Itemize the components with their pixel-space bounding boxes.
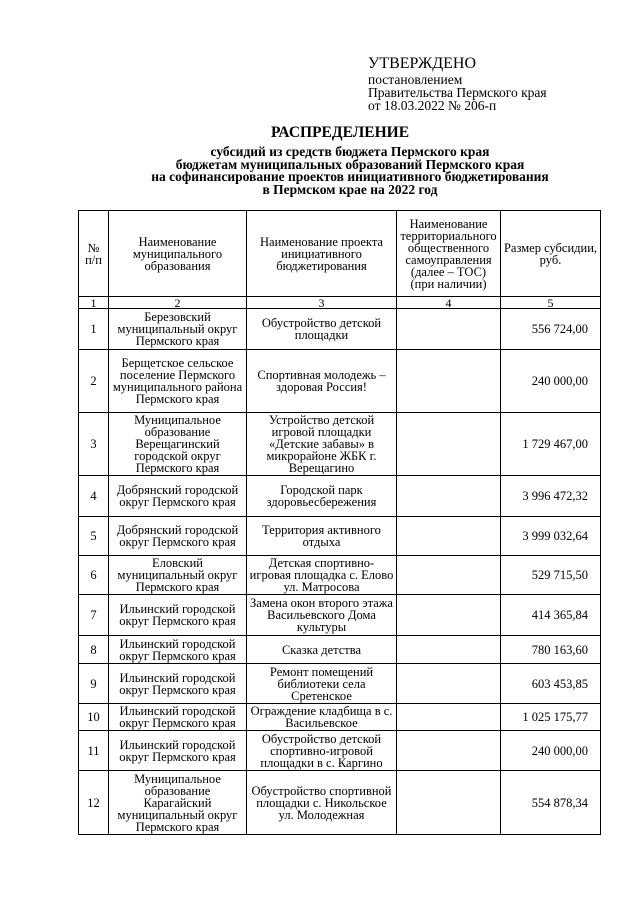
approval-line: Правительства Пермского края — [368, 85, 547, 100]
column-number: 1 — [79, 297, 109, 309]
municipality-cell: Еловский муниципальный округ Пермского края — [109, 556, 247, 595]
table-row — [79, 517, 601, 556]
tos-cell — [397, 636, 501, 664]
municipality-cell: Муниципальное образование Верещагинский городской округ Пермского края — [109, 413, 247, 476]
header-project: Наименование проекта инициативного бюджетирования — [247, 211, 397, 297]
row-number: 3 — [79, 413, 109, 476]
subtitle-line: на софинансирование проектов инициативного бюджетирования — [151, 169, 549, 184]
header-tos: Наименование территориального общественного самоуправления (далее – ТОС) (при наличии) — [397, 211, 501, 297]
project-cell: Устройство детской игровой площадки «Детские забавы» в микрорайоне ЖБК г. Верещагино — [247, 413, 397, 476]
table-row — [79, 595, 601, 636]
project-cell: Ограждение кладбища в с. Васильевское — [247, 704, 397, 731]
amount-cell: 240 000,00 — [501, 350, 601, 413]
project-cell: Обустройство детской площадки — [247, 309, 397, 350]
project-cell: Обустройство спортивной площадки с. Никольское ул. Молодежная — [247, 771, 397, 835]
table-row — [79, 309, 601, 350]
approval-block — [368, 56, 547, 112]
header-amount: Размер субсидии, руб. — [501, 211, 601, 297]
table-row — [79, 704, 601, 731]
amount-cell: 554 878,34 — [501, 771, 601, 835]
table-row — [79, 556, 601, 595]
municipality-cell: Добрянский городской округ Пермского края — [109, 517, 247, 556]
tos-cell — [397, 556, 501, 595]
subtitle-line: в Пермском крае на 2022 год — [262, 181, 438, 197]
row-number: 12 — [79, 771, 109, 835]
project-cell: Замена окон второго этажа Васильевского Дома культуры — [247, 595, 397, 636]
amount-cell: 1 729 467,00 — [501, 413, 601, 476]
amount-cell: 3 999 032,64 — [501, 517, 601, 556]
tos-cell — [397, 476, 501, 517]
project-cell: Территория активного отдыха — [247, 517, 397, 556]
tos-cell — [397, 413, 501, 476]
row-number: 6 — [79, 556, 109, 595]
amount-cell: 3 996 472,32 — [501, 476, 601, 517]
column-number: 3 — [247, 297, 397, 309]
amount-cell: 414 365,84 — [501, 595, 601, 636]
table-row — [79, 731, 601, 771]
table-row — [79, 350, 601, 413]
tos-cell — [397, 595, 501, 636]
table-row — [79, 413, 601, 476]
header-number: № п/п — [79, 211, 109, 297]
subtitle-line: субсидий из средств бюджета Пермского края — [210, 144, 490, 159]
project-cell: Городской парк здоровьесбережения — [247, 476, 397, 517]
tos-cell — [397, 664, 501, 704]
approval-heading: УТВЕРЖДЕНО — [368, 55, 477, 72]
header-municipality: Наименование муниципального образования — [109, 211, 247, 297]
amount-cell: 556 724,00 — [501, 309, 601, 350]
subtitle-line: бюджетам муниципальных образований Пермского края — [175, 156, 525, 172]
table-row — [79, 664, 601, 704]
amount-cell: 603 453,85 — [501, 664, 601, 704]
tos-cell — [397, 771, 501, 835]
row-number: 4 — [79, 476, 109, 517]
amount-cell: 240 000,00 — [501, 731, 601, 771]
municipality-cell: Ильинский городской округ Пермского края — [109, 731, 247, 771]
municipality-cell: Ильинский городской округ Пермского края — [109, 664, 247, 704]
tos-cell — [397, 704, 501, 731]
column-number: 4 — [397, 297, 501, 309]
approval-line: постановлением — [368, 72, 463, 87]
project-cell: Сказка детства — [247, 636, 397, 664]
column-number-row — [79, 297, 601, 309]
municipality-cell: Березовский муниципальный округ Пермского края — [109, 309, 247, 350]
project-cell: Спортивная молодежь – здоровая Россия! — [247, 350, 397, 413]
municipality-cell: Ильинский городской округ Пермского края — [109, 704, 247, 731]
table-header-row — [79, 211, 601, 297]
municipality-cell: Ильинский городской округ Пермского края — [109, 595, 247, 636]
tos-cell — [397, 731, 501, 771]
row-number: 8 — [79, 636, 109, 664]
municipality-cell: Муниципальное образование Карагайский муниципальный округ Пермского края — [109, 771, 247, 835]
municipality-cell: Берщетское сельское поселение Пермского муниципального района Пермского края — [109, 350, 247, 413]
row-number: 11 — [79, 731, 109, 771]
project-cell: Ремонт помещений библиотеки села Сретенское — [247, 664, 397, 704]
table-row — [79, 636, 601, 664]
approval-line: от 18.03.2022 № 206-п — [368, 98, 497, 113]
document-subtitle — [100, 146, 600, 196]
table-row — [79, 476, 601, 517]
row-number: 2 — [79, 350, 109, 413]
project-cell: Обустройство детской спортивно-игровой площадки в с. Каргино — [247, 731, 397, 771]
row-number: 9 — [79, 664, 109, 704]
row-number: 1 — [79, 309, 109, 350]
amount-cell: 780 163,60 — [501, 636, 601, 664]
amount-cell: 529 715,50 — [501, 556, 601, 595]
tos-cell — [397, 350, 501, 413]
tos-cell — [397, 309, 501, 350]
table-row — [79, 771, 601, 835]
row-number: 10 — [79, 704, 109, 731]
distribution-table — [78, 210, 601, 835]
municipality-cell: Добрянский городской округ Пермского края — [109, 476, 247, 517]
amount-cell: 1 025 175,77 — [501, 704, 601, 731]
column-number: 5 — [501, 297, 601, 309]
tos-cell — [397, 517, 501, 556]
row-number: 5 — [79, 517, 109, 556]
document-title: РАСПРЕДЕЛЕНИЕ — [270, 124, 410, 141]
project-cell: Детская спортивно-игровая площадка с. Елово ул. Матросова — [247, 556, 397, 595]
column-number: 2 — [109, 297, 247, 309]
municipality-cell: Ильинский городской округ Пермского края — [109, 636, 247, 664]
row-number: 7 — [79, 595, 109, 636]
